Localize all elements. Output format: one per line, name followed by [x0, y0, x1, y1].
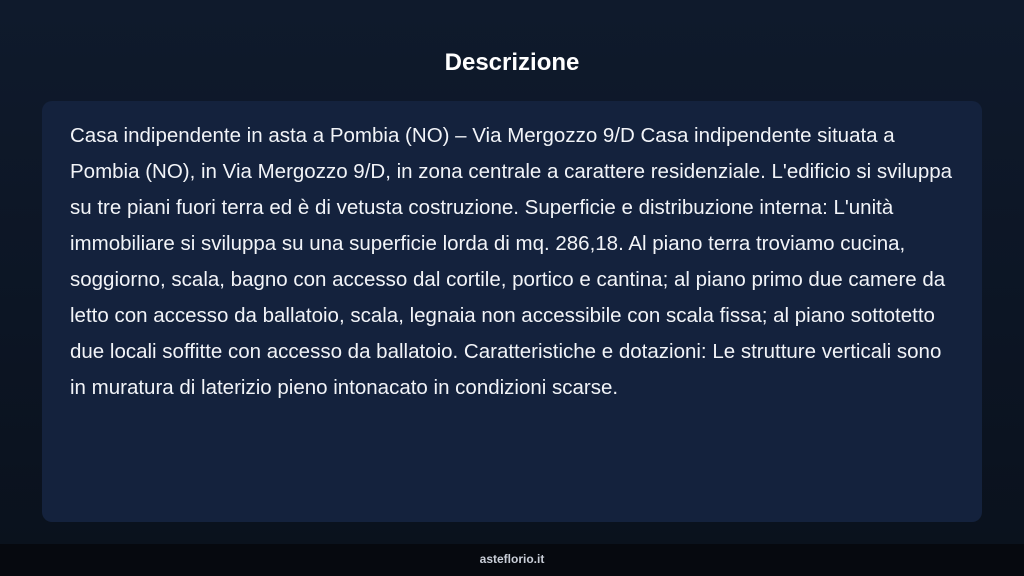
description-card	[42, 101, 982, 522]
footer-site-name: asteflorio.it	[479, 552, 545, 566]
footer-bar	[0, 544, 1024, 576]
description-text: Casa indipendente in asta a Pombia (NO) – Via Mergozzo 9/D Casa indipendente situata a Pombia (NO), in Via Mergozzo 9/D, in zona centrale a carattere residenziale. L'edificio si sviluppa su tre piani fuori terra ed è di vetusta costruzione. Superficie e distribuzione interna: L'unità immobiliare si sviluppa su una superficie lorda di mq. 286,18. Al piano terra troviamo cucina, soggiorno, scala, bagno con accesso dal cortile, portico e cantina; al piano primo due camere da letto con accesso da ballatoio, scala, legnaia non accessibile con scala fissa; al piano sottotetto due locali soffitte con accesso da ballatoio. Caratteristiche e dotazioni: Le strutture verticali sono in muratura di laterizio pieno intonacato in condizioni scarse.	[70, 124, 953, 399]
page-title: Descrizione	[444, 49, 580, 76]
